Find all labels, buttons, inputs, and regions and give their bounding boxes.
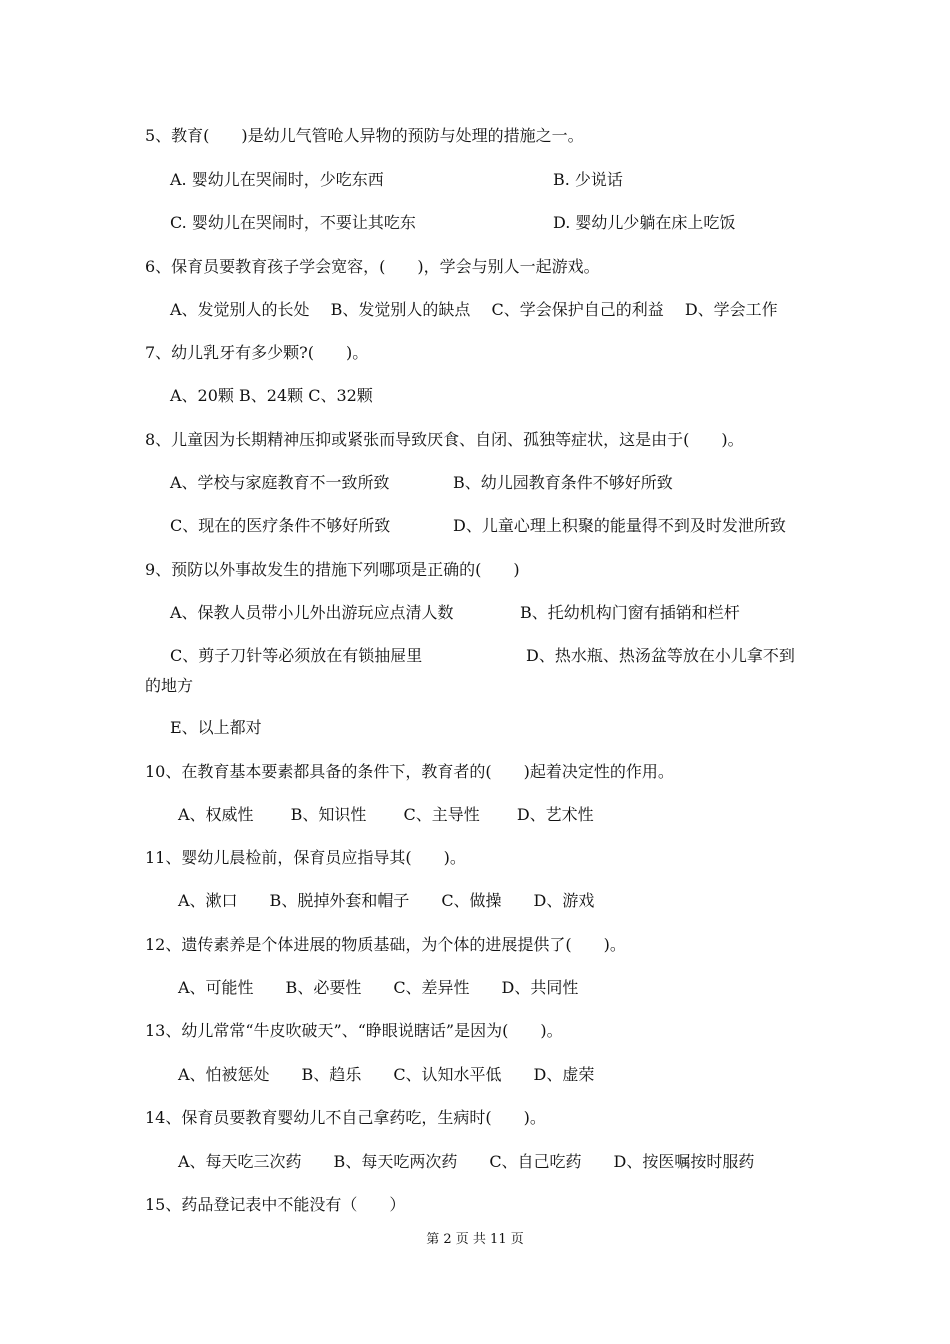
q8-stem: 8、儿童因为长期精神压抑或紧张而导致厌食、自闭、孤独等症状，这是由于( )。	[145, 430, 744, 449]
q9-option-b: B、托幼机构门窗有插销和栏杆	[520, 603, 740, 622]
q6-stem: 6、保育员要教育孩子学会宽容，( )，学会与别人一起游戏。	[145, 257, 600, 276]
q5-option-c: C. 婴幼儿在哭闹时，不要让其吃东	[170, 213, 416, 232]
q8-option-d: D、儿童心理上积聚的能量得不到及时发泄所致	[453, 516, 786, 535]
q5-stem: 5、教育( )是幼儿气管呛人异物的预防与处理的措施之一。	[145, 126, 584, 145]
q5-option-b: B. 少说话	[553, 170, 623, 189]
q14-stem: 14、保育员要教育婴幼儿不自己拿药吃，生病时( )。	[145, 1108, 546, 1127]
q9-option-a: A、保教人员带小儿外出游玩应点清人数	[170, 603, 454, 622]
q5-option-d: D. 婴幼儿少躺在床上吃饭	[553, 213, 736, 232]
q9-option-d-continued: 的地方	[145, 676, 194, 695]
q9-option-e: E、以上都对	[170, 718, 262, 737]
q5-option-a: A. 婴幼儿在哭闹时，少吃东西	[170, 170, 384, 189]
q9-option-c: C、剪子刀针等必须放在有锁抽屉里	[170, 646, 423, 665]
q13-options: A、怕被惩处 B、趋乐 C、认知水平低 D、虚荣	[178, 1065, 595, 1084]
q12-stem: 12、遗传素养是个体进展的物质基础，为个体的进展提供了( )。	[145, 935, 626, 954]
q11-stem: 11、婴幼儿晨检前，保育员应指导其( )。	[145, 848, 466, 867]
q8-option-b: B、幼儿园教育条件不够好所致	[453, 473, 673, 492]
q10-stem: 10、在教育基本要素都具备的条件下，教育者的( )起着决定性的作用。	[145, 762, 674, 781]
q7-stem: 7、幼儿乳牙有多少颗?( )。	[145, 343, 369, 362]
q8-option-c: C、现在的医疗条件不够好所致	[170, 516, 391, 535]
q7-options: A、20颗 B、24颗 C、32颗	[170, 386, 373, 405]
q6-options: A、发觉别人的长处 B、发觉别人的缺点 C、学会保护自己的利益 D、学会工作	[170, 300, 778, 319]
q8-option-a: A、学校与家庭教育不一致所致	[170, 473, 390, 492]
q15-stem: 15、药品登记表中不能没有（ ）	[145, 1195, 406, 1214]
q14-options: A、每天吃三次药 B、每天吃两次药 C、自己吃药 D、按医嘱按时服药	[178, 1152, 755, 1171]
q9-option-d: D、热水瓶、热汤盆等放在小儿拿不到	[526, 646, 795, 665]
page-footer: 第 2 页 共 11 页	[426, 1232, 524, 1247]
q13-stem: 13、幼儿常常“牛皮吹破天”、“睁眼说瞎话”是因为( )。	[145, 1021, 563, 1040]
q11-options: A、漱口 B、脱掉外套和帽子 C、做操 D、游戏	[178, 891, 595, 910]
q9-stem: 9、预防以外事故发生的措施下列哪项是正确的( )	[145, 560, 520, 579]
q12-options: A、可能性 B、必要性 C、差异性 D、共同性	[178, 978, 579, 997]
q10-options: A、权威性 B、知识性 C、主导性 D、艺术性	[178, 805, 594, 824]
